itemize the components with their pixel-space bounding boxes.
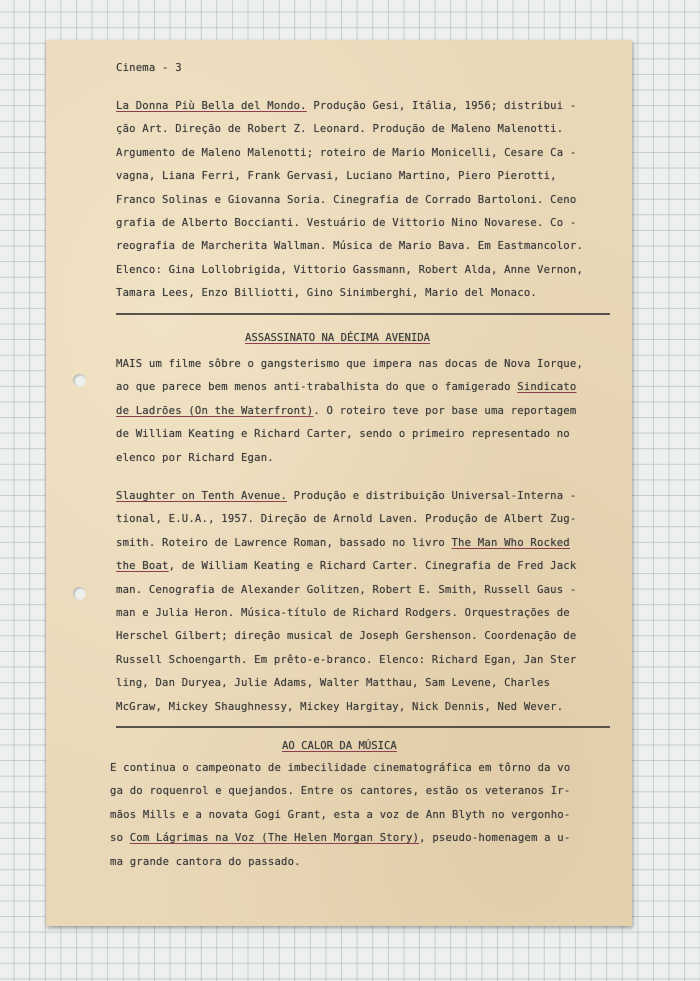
text-segment: man e Julia Heron. Música-título de Richard Rodgers. Orquestrações de: [116, 607, 570, 619]
text-line: [116, 170, 557, 182]
text-line: [116, 428, 570, 440]
text-segment: . O roteiro teve por base uma reportagem: [313, 404, 577, 417]
text-segment: Franco Solinas e Giovanna Soria. Cinegrafia de Corrado Bartoloni. Ceno: [116, 193, 577, 206]
separator-rule: [116, 726, 610, 728]
underlined-title: La Donna Più Bella del Mondo.: [116, 100, 307, 112]
text-line: [116, 240, 583, 252]
text-line: [116, 630, 576, 642]
text-line: [116, 194, 576, 206]
underlined-title: the Boat: [116, 560, 169, 573]
text-segment: grafia de Alberto Boccianti. Vestuário de Vittorio Nino Novarese. Co -: [116, 217, 577, 229]
text-line: [116, 452, 274, 464]
text-segment: ção Art. Direção de Robert Z. Leonard. Produção de Maleno Malenotti.: [116, 123, 564, 136]
text-line: [116, 381, 576, 393]
text-segment: elenco por Richard Egan.: [116, 451, 274, 464]
text-segment: , de William Keating e Richard Carter. Cinegrafia de Fred Jack: [168, 560, 577, 573]
punch-hole: [73, 374, 86, 387]
text-line: [116, 560, 576, 572]
text-line: [116, 217, 576, 229]
text-line: [116, 654, 576, 666]
text-line: [116, 584, 576, 596]
text-segment: Tamara Lees, Enzo Billiotti, Gino Sinimberghi, Mario del Monaco.: [116, 287, 537, 300]
section-title: ASSASSINATO NA DÉCIMA AVENIDA: [245, 332, 430, 344]
punch-hole: [73, 587, 86, 600]
text-line: [116, 147, 576, 159]
text-segment: reografia de Marcherita Wallman. Música de Mario Bava. Em Eastmancolor.: [116, 240, 584, 253]
text-segment: Produção Gesi, Itália, 1956; distribui -: [306, 100, 577, 112]
text-segment: de William Keating e Richard Carter, sendo o primeiro representado no: [116, 428, 570, 441]
text-segment: McGraw, Mickey Shaughnessy, Mickey Hargitay, Nick Dennis, Ned Wever.: [116, 700, 564, 713]
underlined-title: The Man Who Rocked: [451, 536, 570, 549]
underlined-title: Slaughter on Tenth Avenue.: [116, 490, 288, 502]
text-line: [116, 537, 570, 549]
text-line: [116, 677, 550, 689]
text-segment: ao que parece bem menos anti-trabalhista do que o famigerado: [116, 381, 518, 394]
text-segment: ling, Dan Duryea, Julie Adams, Walter Matthau, Sam Levene, Charles: [116, 677, 551, 690]
text-segment: mãos Mills e a novata Gogi Grant, esta a voz de Ann Blyth no vergonho-: [110, 808, 571, 821]
text-segment: vagna, Liana Ferri, Frank Gervasi, Luciano Martino, Piero Pierotti,: [116, 170, 557, 183]
text-line: [116, 123, 563, 135]
text-segment: Argumento de Maleno Malenotti; roteiro de Mario Monicelli, Cesare Ca -: [116, 146, 577, 159]
page-header: Cinema - 3: [116, 62, 182, 74]
text-line: [110, 762, 570, 774]
text-line: [116, 264, 583, 276]
text-line: [116, 701, 563, 713]
text-line: [110, 809, 570, 821]
underlined-title: Sindicato: [517, 381, 577, 394]
typewritten-page: [46, 40, 632, 926]
text-segment: E continua o campeonato de imbecilidade cinematográfica em tôrno da vo: [110, 762, 571, 774]
text-segment: so: [110, 832, 130, 845]
text-segment: Russell Schoengarth. Em prêto-e-branco. Elenco: Richard Egan, Jan Ster: [116, 653, 577, 666]
text-line: [116, 607, 570, 619]
text-segment: smith. Roteiro de Lawrence Roman, bassado no livro: [116, 536, 452, 549]
text-segment: , pseudo-homenagem a u-: [419, 832, 571, 845]
section-title: AO CALOR DA MÚSICA: [282, 740, 397, 752]
separator-rule: [116, 313, 610, 315]
text-line: [116, 405, 576, 417]
text-line: [116, 358, 583, 370]
text-line: [110, 785, 570, 797]
text-line: [116, 100, 576, 112]
text-line: [116, 490, 576, 502]
text-segment: Herschel Gilbert; direção musical de Joseph Gershenson. Coordenação de: [116, 630, 577, 643]
text-line: [116, 287, 537, 299]
text-segment: MAIS um filme sôbre o gangsterismo que impera nas docas de Nova Iorque,: [116, 358, 584, 370]
text-segment: Elenco: Gina Lollobrigida, Vittorio Gassmann, Robert Alda, Anne Vernon,: [116, 263, 584, 276]
text-segment: tional, E.U.A., 1957. Direção de Arnold Laven. Produção de Albert Zug-: [116, 513, 577, 526]
text-line: [116, 513, 576, 525]
text-segment: ga do roquenrol e quejandos. Entre os cantores, estão os veteranos Ir-: [110, 785, 571, 798]
text-line: [110, 856, 301, 868]
text-segment: ma grande cantora do passado.: [110, 855, 301, 868]
text-segment: Produção e distribuição Universal-Interna -: [287, 490, 577, 502]
underlined-title: Com Lágrimas na Voz (The Helen Morgan Story): [129, 832, 420, 845]
text-segment: man. Cenografia de Alexander Golitzen, Robert E. Smith, Russell Gaus -: [116, 583, 577, 596]
text-line: [110, 832, 570, 844]
underlined-title: de Ladrões (On the Waterfront): [116, 404, 314, 417]
